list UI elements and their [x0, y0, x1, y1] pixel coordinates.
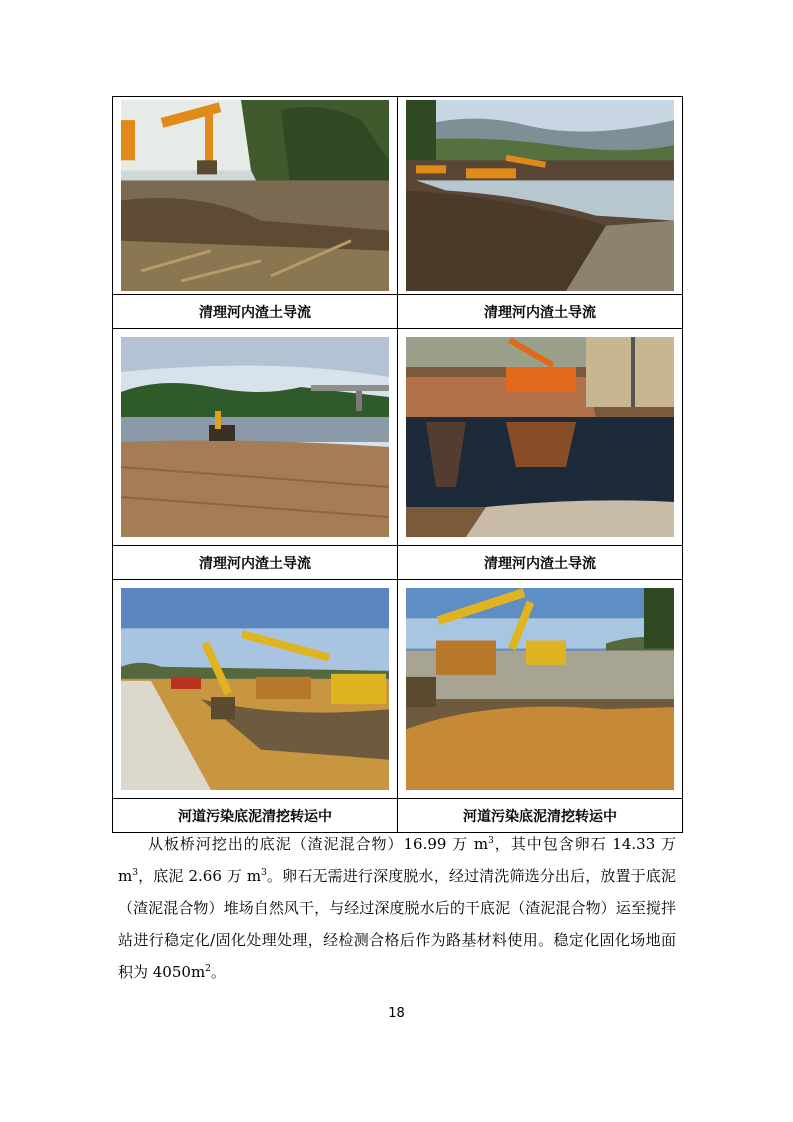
body-sup-1: 3: [488, 836, 494, 846]
body-text-3: ，底泥 2.66 万 m: [137, 867, 262, 885]
photo-cell: [398, 580, 683, 799]
photo-caption: 清理河内渣土导流: [398, 546, 683, 580]
excavator-river-valley-photo: [406, 100, 674, 291]
photo-cell: [398, 97, 683, 295]
page-number: 18: [388, 1006, 405, 1021]
photo-cell: [398, 329, 683, 546]
excavator-bridge-photo: [121, 337, 389, 537]
photo-cell: [113, 97, 398, 295]
photo-cell: [113, 580, 398, 799]
excavator-water-reflection-photo: [406, 337, 674, 537]
body-text-1: 从板桥河挖出的底泥（渣泥混合物）16.99 万 m: [148, 835, 489, 853]
excavator-truck-loading-photo: [406, 588, 674, 790]
body-text-2: ，其中包含卵石 14.33 万 m: [118, 835, 676, 885]
body-sup-4: 2: [205, 964, 211, 974]
body-text-5: 。: [210, 963, 226, 981]
photo-cell: [113, 329, 398, 546]
photo-caption: 河道污染底泥清挖转运中: [398, 799, 683, 833]
body-paragraph: [118, 828, 676, 988]
excavator-riverbank-photo: [121, 100, 389, 291]
photo-caption: 河道污染底泥清挖转运中: [113, 799, 398, 833]
photo-table: [112, 96, 683, 833]
photo-caption: 清理河内渣土导流: [113, 546, 398, 580]
body-sup-2: 3: [132, 868, 138, 878]
body-sup-3: 3: [261, 868, 267, 878]
photo-caption: 清理河内渣土导流: [398, 295, 683, 329]
body-text-4: 。卵石无需进行深度脱水，经过清洗筛选分出后，放置于底泥（渣泥混合物）堆场自然风干，与经过深度脱水后的干底泥（渣泥混合物）运至搅拌站进行稳定化/固化处理处理，经检测合格后作为路基材料使用。稳定化固化场地面积为 4050m: [118, 867, 676, 981]
excavator-trucks-sludge-photo: [121, 588, 389, 790]
photo-caption: 清理河内渣土导流: [113, 295, 398, 329]
